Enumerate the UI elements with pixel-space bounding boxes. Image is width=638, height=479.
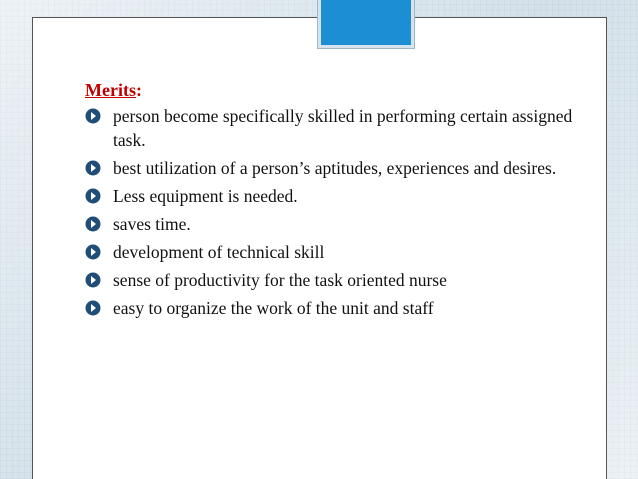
bullet-item [85,184,605,208]
bullet-text: best utilization of a person’s aptitudes, experiences and desires. [113,158,557,178]
bullet-text: development of technical skill [113,242,325,262]
bullet-item [85,296,605,320]
accent-block [318,0,414,48]
bullet-item [85,240,605,264]
heading-word: Merits [85,80,136,100]
heading-colon: : [135,80,142,100]
bullet-text: saves time. [113,214,191,234]
circled-arrow-right-icon [85,188,101,204]
bullet-text: person become specifically skilled in performing certain assigned task. [113,106,573,150]
bullet-text: Less equipment is needed. [113,186,298,206]
bullet-text: easy to organize the work of the unit and staff [113,298,434,318]
circled-arrow-right-icon [85,216,101,232]
bullet-item [85,156,605,180]
slide-content [85,78,605,324]
circled-arrow-right-icon [85,300,101,316]
circled-arrow-right-icon [85,244,101,260]
bullet-item [85,212,605,236]
bullet-text: sense of productivity for the task oriented nurse [113,270,447,290]
bullet-item [85,268,605,292]
bullet-item [85,104,605,152]
circled-arrow-right-icon [85,160,101,176]
circled-arrow-right-icon [85,108,101,124]
bullet-list [85,104,605,320]
heading [85,78,605,102]
circled-arrow-right-icon [85,272,101,288]
